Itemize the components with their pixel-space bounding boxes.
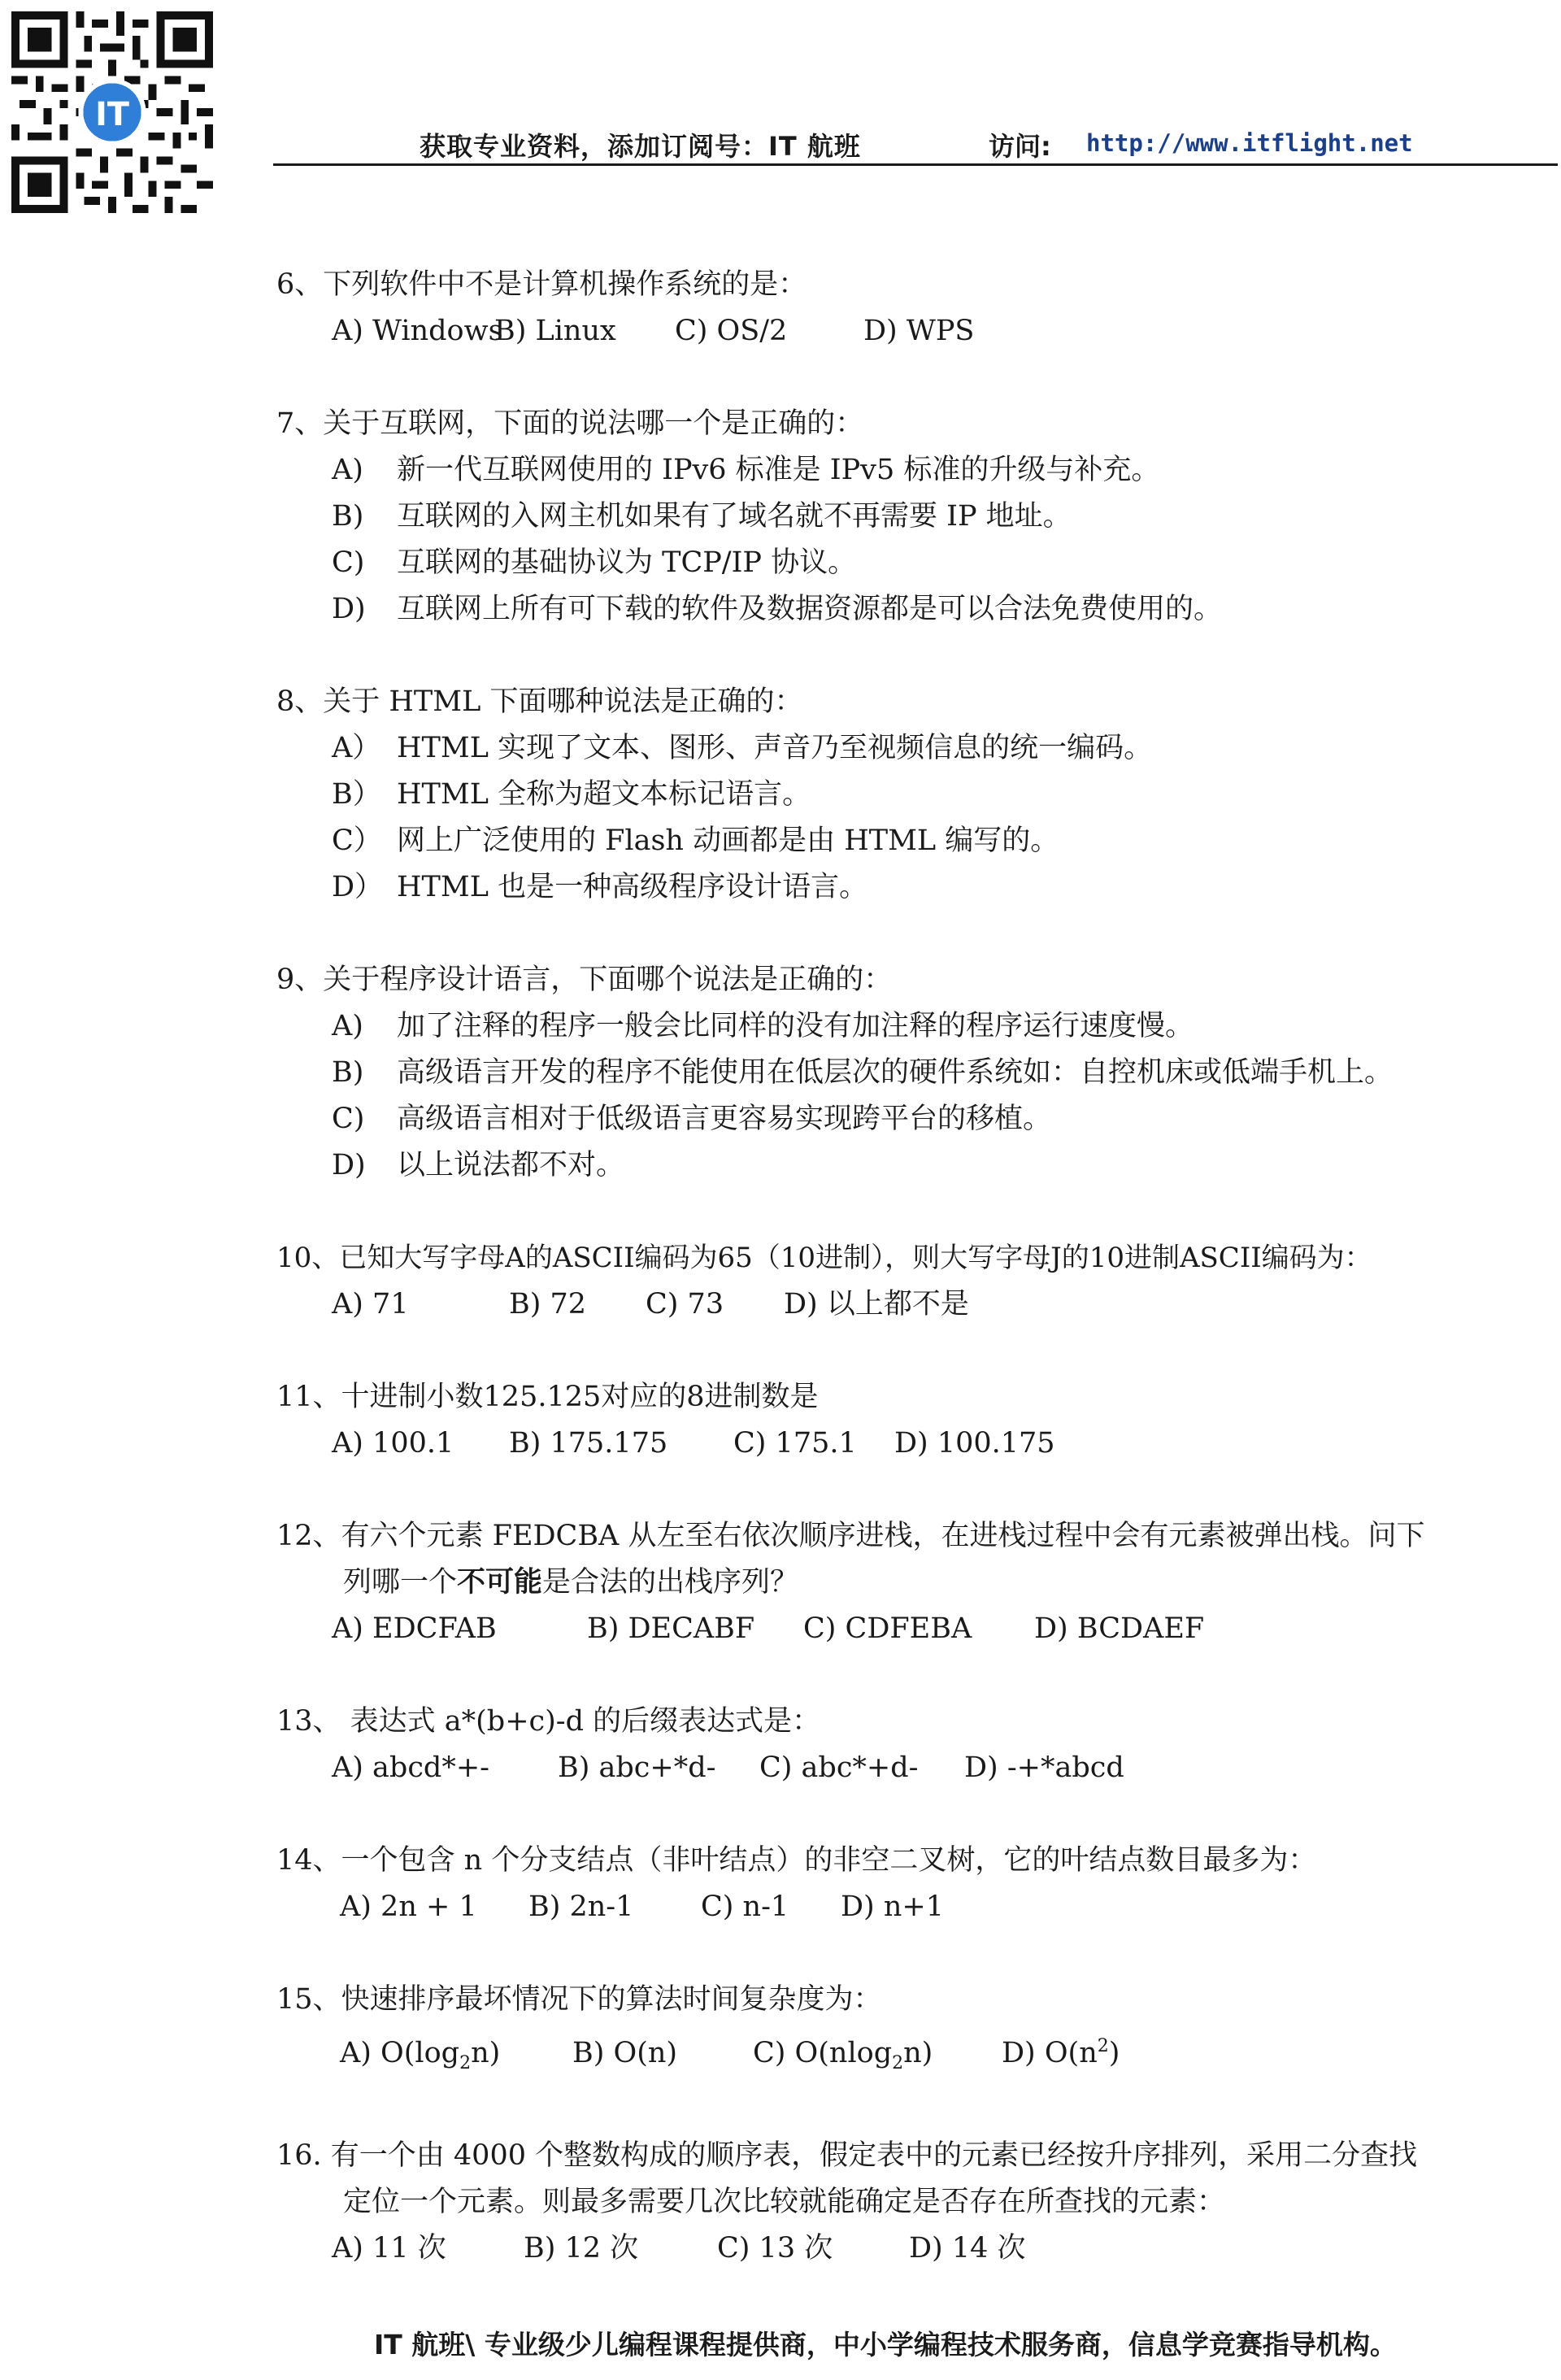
option-b (276, 1050, 1561, 1096)
option-b: B) abc+*d- (558, 1751, 716, 1784)
question-11 (276, 1374, 1561, 1467)
option-a (276, 1003, 1561, 1050)
option-d: D) 100.175 (894, 1427, 1055, 1460)
option-d: D) n+1 (841, 1891, 944, 1923)
option-label: C) (332, 1103, 365, 1135)
option-c: C) 13 次 (717, 2231, 833, 2265)
question-13 (276, 1699, 1561, 1791)
question-12-stem-continued (276, 1560, 1561, 1606)
question-16-stem: 16. 有一个由 4000 个整数构成的顺序表，假定表中的元素已经按升序排列，采用二分查找 (276, 2139, 1418, 2172)
option-c (753, 2030, 1002, 2086)
emphasis-text: 不可能 (457, 1566, 543, 1599)
option-text: HTML 实现了文本、图形、声音乃至视频信息的统一编码。 (397, 732, 1153, 764)
option-a (276, 447, 1561, 494)
option-label: D) (332, 593, 366, 625)
option-d-text-end: ) (1108, 2036, 1120, 2069)
question-12 (276, 1513, 1561, 1652)
question-14 (276, 1838, 1561, 1930)
option-label: D) (332, 1149, 366, 1181)
option-text: 新一代互联网使用的 IPv6 标准是 IPv5 标准的升级与补充。 (397, 454, 1160, 486)
option-c-text: C) O(nlog (753, 2036, 893, 2069)
option-a: A) Windows (332, 315, 503, 347)
stem-text: 列哪一个 (343, 1566, 458, 1599)
option-a: A) 2n + 1 (340, 1891, 477, 1923)
option-label: B) (332, 1056, 364, 1089)
option-a-text-end: n) (471, 2036, 501, 2069)
question-10-stem: 10、已知大写字母A的ASCII编码为65（10进制），则大写字母J的10进制ASCII编码为： (276, 1242, 1372, 1274)
question-16-stem-continued: 定位一个元素。则最多需要几次比较就能确定是否存在所查找的元素： (343, 2185, 1226, 2218)
option-label: A） (332, 732, 381, 764)
question-16 (276, 2133, 1561, 2272)
option-d (276, 586, 1561, 633)
question-11-options (276, 1421, 1561, 1467)
option-a: A) 100.1 (332, 1427, 454, 1460)
option-text: HTML 全称为超文本标记语言。 (397, 778, 811, 811)
question-14-options (276, 1884, 1561, 1930)
option-d (276, 1142, 1561, 1189)
option-d: D) 14 次 (909, 2231, 1026, 2265)
question-10 (276, 1235, 1561, 1328)
option-b: B) 175.175 (509, 1427, 668, 1460)
option-b: B) 72 (509, 1288, 587, 1321)
stem-text: 是合法的出栈序列？ (542, 1566, 799, 1599)
option-b: B) 12 次 (524, 2231, 639, 2265)
option-c: C) 73 (646, 1288, 724, 1321)
question-12-options (276, 1606, 1561, 1652)
question-7-stem: 7、关于互联网，下面的说法哪一个是正确的： (276, 407, 864, 440)
page-footer: IT 航班\ 专业级少儿编程课程提供商，中小学编程技术服务商，信息学竞赛指导机构。 (374, 2329, 1397, 2360)
option-text: 加了注释的程序一般会比同样的没有加注释的程序运行速度慢。 (397, 1010, 1194, 1042)
option-text: 高级语言相对于低级语言更容易实现跨平台的移植。 (397, 1103, 1052, 1135)
question-8-stem: 8、关于 HTML 下面哪种说法是正确的： (276, 685, 803, 718)
option-a-subscript: 2 (459, 2052, 472, 2073)
question-8 (276, 679, 1561, 911)
option-b: B) Linux (494, 315, 616, 347)
option-c (276, 540, 1561, 586)
qr-code (11, 11, 213, 213)
question-15 (276, 1977, 1561, 2086)
option-b (276, 494, 1561, 540)
option-a: A) 11 次 (332, 2231, 446, 2265)
option-label: A) (332, 454, 363, 486)
header-url-link[interactable]: http://www.itflight.net (1086, 129, 1413, 157)
option-text: 网上广泛使用的 Flash 动画都是由 HTML 编写的。 (397, 825, 1059, 857)
question-6-options (276, 308, 1561, 355)
option-a: A) 71 (332, 1288, 409, 1321)
header-promo: 获取专业资料，添加订阅号：IT 航班 (420, 131, 861, 162)
option-label: A) (332, 1010, 363, 1042)
option-c (276, 1096, 1561, 1142)
option-d (276, 864, 1561, 911)
option-d: D) BCDAEF (1034, 1612, 1205, 1645)
option-c-subscript: 2 (892, 2052, 904, 2073)
option-b: B) 2n-1 (528, 1891, 634, 1923)
question-7 (276, 401, 1561, 633)
question-16-options (276, 2226, 1561, 2272)
option-c: C) OS/2 (675, 315, 788, 347)
option-a (340, 2030, 572, 2086)
option-c-text-end: n) (903, 2036, 933, 2069)
option-label: C） (332, 825, 382, 857)
header-visit-label: 访问: (989, 131, 1051, 162)
option-a-text: A) O(log (340, 2036, 460, 2069)
question-12-stem: 12、有六个元素 FEDCBA 从左至右依次顺序进栈，在进栈过程中会有元素被弹出栈。问下 (276, 1520, 1425, 1552)
option-d-superscript: 2 (1097, 2036, 1109, 2056)
option-c: C) CDFEBA (803, 1612, 972, 1645)
option-b: B) DECABF (587, 1612, 755, 1645)
question-6-stem: 6、下列软件中不是计算机操作系统的是： (276, 268, 807, 301)
question-15-stem: 15、快速排序最坏情况下的算法时间复杂度为： (276, 1983, 882, 2016)
question-11-stem: 11、十进制小数125.125对应的8进制数是 (276, 1381, 819, 1413)
question-10-options (276, 1281, 1561, 1328)
option-d-text: D) O(n (1002, 2036, 1098, 2069)
option-label: D） (332, 871, 384, 903)
question-13-options (276, 1745, 1561, 1791)
option-a (276, 725, 1561, 772)
option-text: HTML 也是一种高级程序设计语言。 (397, 871, 868, 903)
option-c: C) 175.1 (733, 1427, 857, 1460)
option-d: D) 以上都不是 (784, 1288, 969, 1321)
option-c: C) abc*+d- (759, 1751, 919, 1784)
option-label: C) (332, 546, 365, 579)
option-d: D) WPS (863, 315, 975, 347)
question-13-stem: 13、 表达式 a*(b+c)-d 的后缀表达式是： (276, 1705, 821, 1738)
option-label: B) (332, 500, 364, 533)
question-9 (276, 957, 1561, 1189)
option-b: B) O(n) (572, 2036, 678, 2069)
option-a: A) abcd*+- (332, 1751, 489, 1784)
option-a: A) EDCFAB (332, 1612, 497, 1645)
option-text: 互联网上所有可下载的软件及数据资源都是可以合法免费使用的。 (397, 593, 1223, 625)
question-9-stem: 9、关于程序设计语言，下面哪个说法是正确的： (276, 964, 893, 996)
option-d (1002, 2023, 1120, 2077)
option-text: 高级语言开发的程序不能使用在低层次的硬件系统如：自控机床或低端手机上。 (397, 1056, 1394, 1089)
option-text: 互联网的入网主机如果有了域名就不再需要 IP 地址。 (397, 500, 1072, 533)
option-text: 以上说法都不对。 (397, 1149, 625, 1181)
question-6 (276, 262, 1561, 355)
question-14-stem: 14、一个包含 n 个分支结点（非叶结点）的非空二叉树，它的叶结点数目最多为： (276, 1844, 1317, 1877)
header-divider (273, 163, 1558, 166)
option-c: C) n-1 (701, 1891, 789, 1923)
option-c (276, 818, 1561, 864)
page-header (273, 126, 1558, 165)
question-list (276, 262, 1561, 2272)
option-d: D) -+*abcd (964, 1751, 1124, 1784)
option-text: 互联网的基础协议为 TCP/IP 协议。 (397, 546, 857, 579)
option-b (276, 772, 1561, 818)
question-15-options (276, 2023, 1561, 2086)
qr-logo-text: IT (95, 95, 129, 133)
option-label: B） (332, 778, 381, 811)
